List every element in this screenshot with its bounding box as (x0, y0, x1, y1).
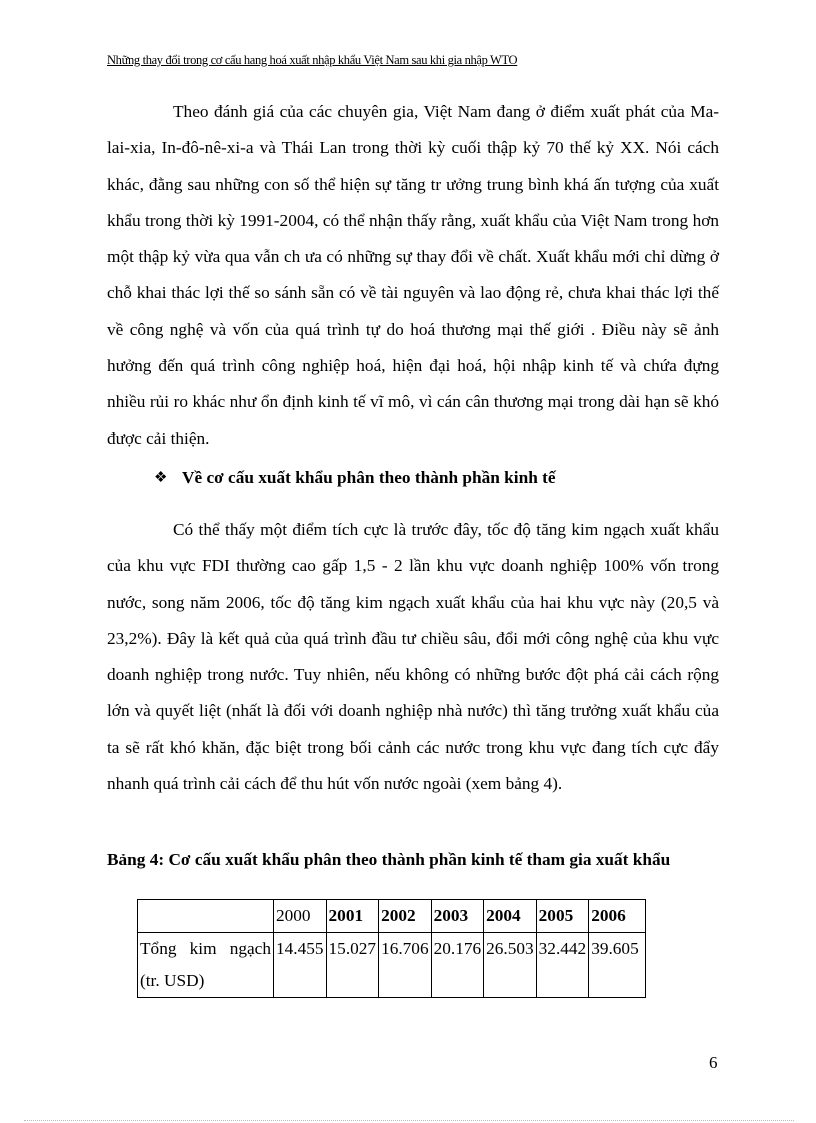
row-label-word: kim (189, 939, 217, 958)
year-header-cell: 2004 (484, 900, 537, 933)
section-heading-text: Về cơ cấu xuất khẩu phân theo thành phần kinh tế (182, 468, 556, 487)
row-label-word: ngạch (229, 939, 271, 958)
row-label-cell (138, 933, 274, 998)
table-corner-cell (138, 900, 274, 933)
diamond-bullet-icon: ❖ (154, 470, 168, 486)
value-cell: 15.027 (326, 933, 379, 998)
table-header-row (138, 900, 646, 933)
page-bottom-divider (24, 1120, 794, 1121)
value-cell: 26.503 (484, 933, 537, 998)
section-heading (154, 460, 556, 496)
year-header-cell: 2001 (326, 900, 379, 933)
page-number: 6 (709, 1053, 718, 1072)
value-cell: 14.455 (274, 933, 327, 998)
value-cell: 32.442 (536, 933, 589, 998)
body-paragraph-2: Có thể thấy một điểm tích cực là trước đây, tốc độ tăng kim ngạch xuất khẩu của khu vực FDI thường cao gấp 1,5 - 2 lần khu vực doanh nghiệp 100% vốn trong nước, song năm 2006, tốc độ tăng kim ngạch xuất khẩu của hai khu vực này (20,5 và 23,2%). Đây là kết quả của quá trình đầu tư chiều sâu, đổi mới công nghệ của khu vực doanh nghiệp trong nước. Tuy nhiên, nếu không có những bước đột phá cải cách rộng lớn và quyết liệt (nhất là đối với doanh nghiệp nhà nước) thì tăng trưởng xuất khẩu của ta sẽ rất khó khăn, đặc biệt trong bối cảnh các nước trong khu vực đang tích cực đẩy nhanh quá trình cải cách để thu hút vốn nước ngoài (xem bảng 4). (107, 520, 719, 794)
value-cell: 16.706 (379, 933, 432, 998)
value-cell: 20.176 (431, 933, 484, 998)
year-header-cell: 2002 (379, 900, 432, 933)
row-label-word: Tổng (140, 939, 177, 958)
table-row (138, 933, 646, 998)
year-header-cell: 2005 (536, 900, 589, 933)
table-caption: Bảng 4: Cơ cấu xuất khẩu phân theo thành phần kinh tế tham gia xuất khẩu (107, 850, 671, 869)
year-header-cell: 2000 (274, 900, 327, 933)
year-header-cell: 2003 (431, 900, 484, 933)
value-cell: 39.605 (589, 933, 646, 998)
body-paragraph-1: Theo đánh giá của các chuyên gia, Việt Nam đang ở điểm xuất phát của Ma-lai-xia, In-đô-nê-xi-a và Thái Lan trong thời kỳ cuối thập kỷ 70 thế kỷ XX. Nói cách khác, đằng sau những con số thể hiện sự tăng tr ưởng trung bình khá ấn tượng của xuất khẩu trong thời kỳ 1991-2004, có thể nhận thấy rằng, xuất khẩu của Việt Nam trong hơn một thập kỷ vừa qua vẫn ch ưa có những sự thay đổi về chất. Xuất khẩu mới chỉ dừng ở chỗ khai thác lợi thế so sánh sẵn có về tài nguyên và lao động rẻ, chưa khai thác lợi thế về công nghệ và vốn của quá trình tự do hoá thương mại thế giới . Điều này sẽ ảnh hưởng đến quá trình công nghiệp hoá, hiện đại hoá, hội nhập kinh tế và chứa đựng nhiều rủi ro khác như ổn định kinh tế vĩ mô, vì cán cân thương mại trong dài hạn sẽ khó được cải thiện. (107, 102, 719, 448)
year-header-cell: 2006 (589, 900, 646, 933)
row-label-unit: (tr. USD) (140, 971, 205, 990)
export-structure-table (137, 899, 646, 998)
running-header: Những thay đổi trong cơ cấu hang hoá xuất nhập khẩu Việt Nam sau khi gia nhập WTO (107, 53, 518, 67)
